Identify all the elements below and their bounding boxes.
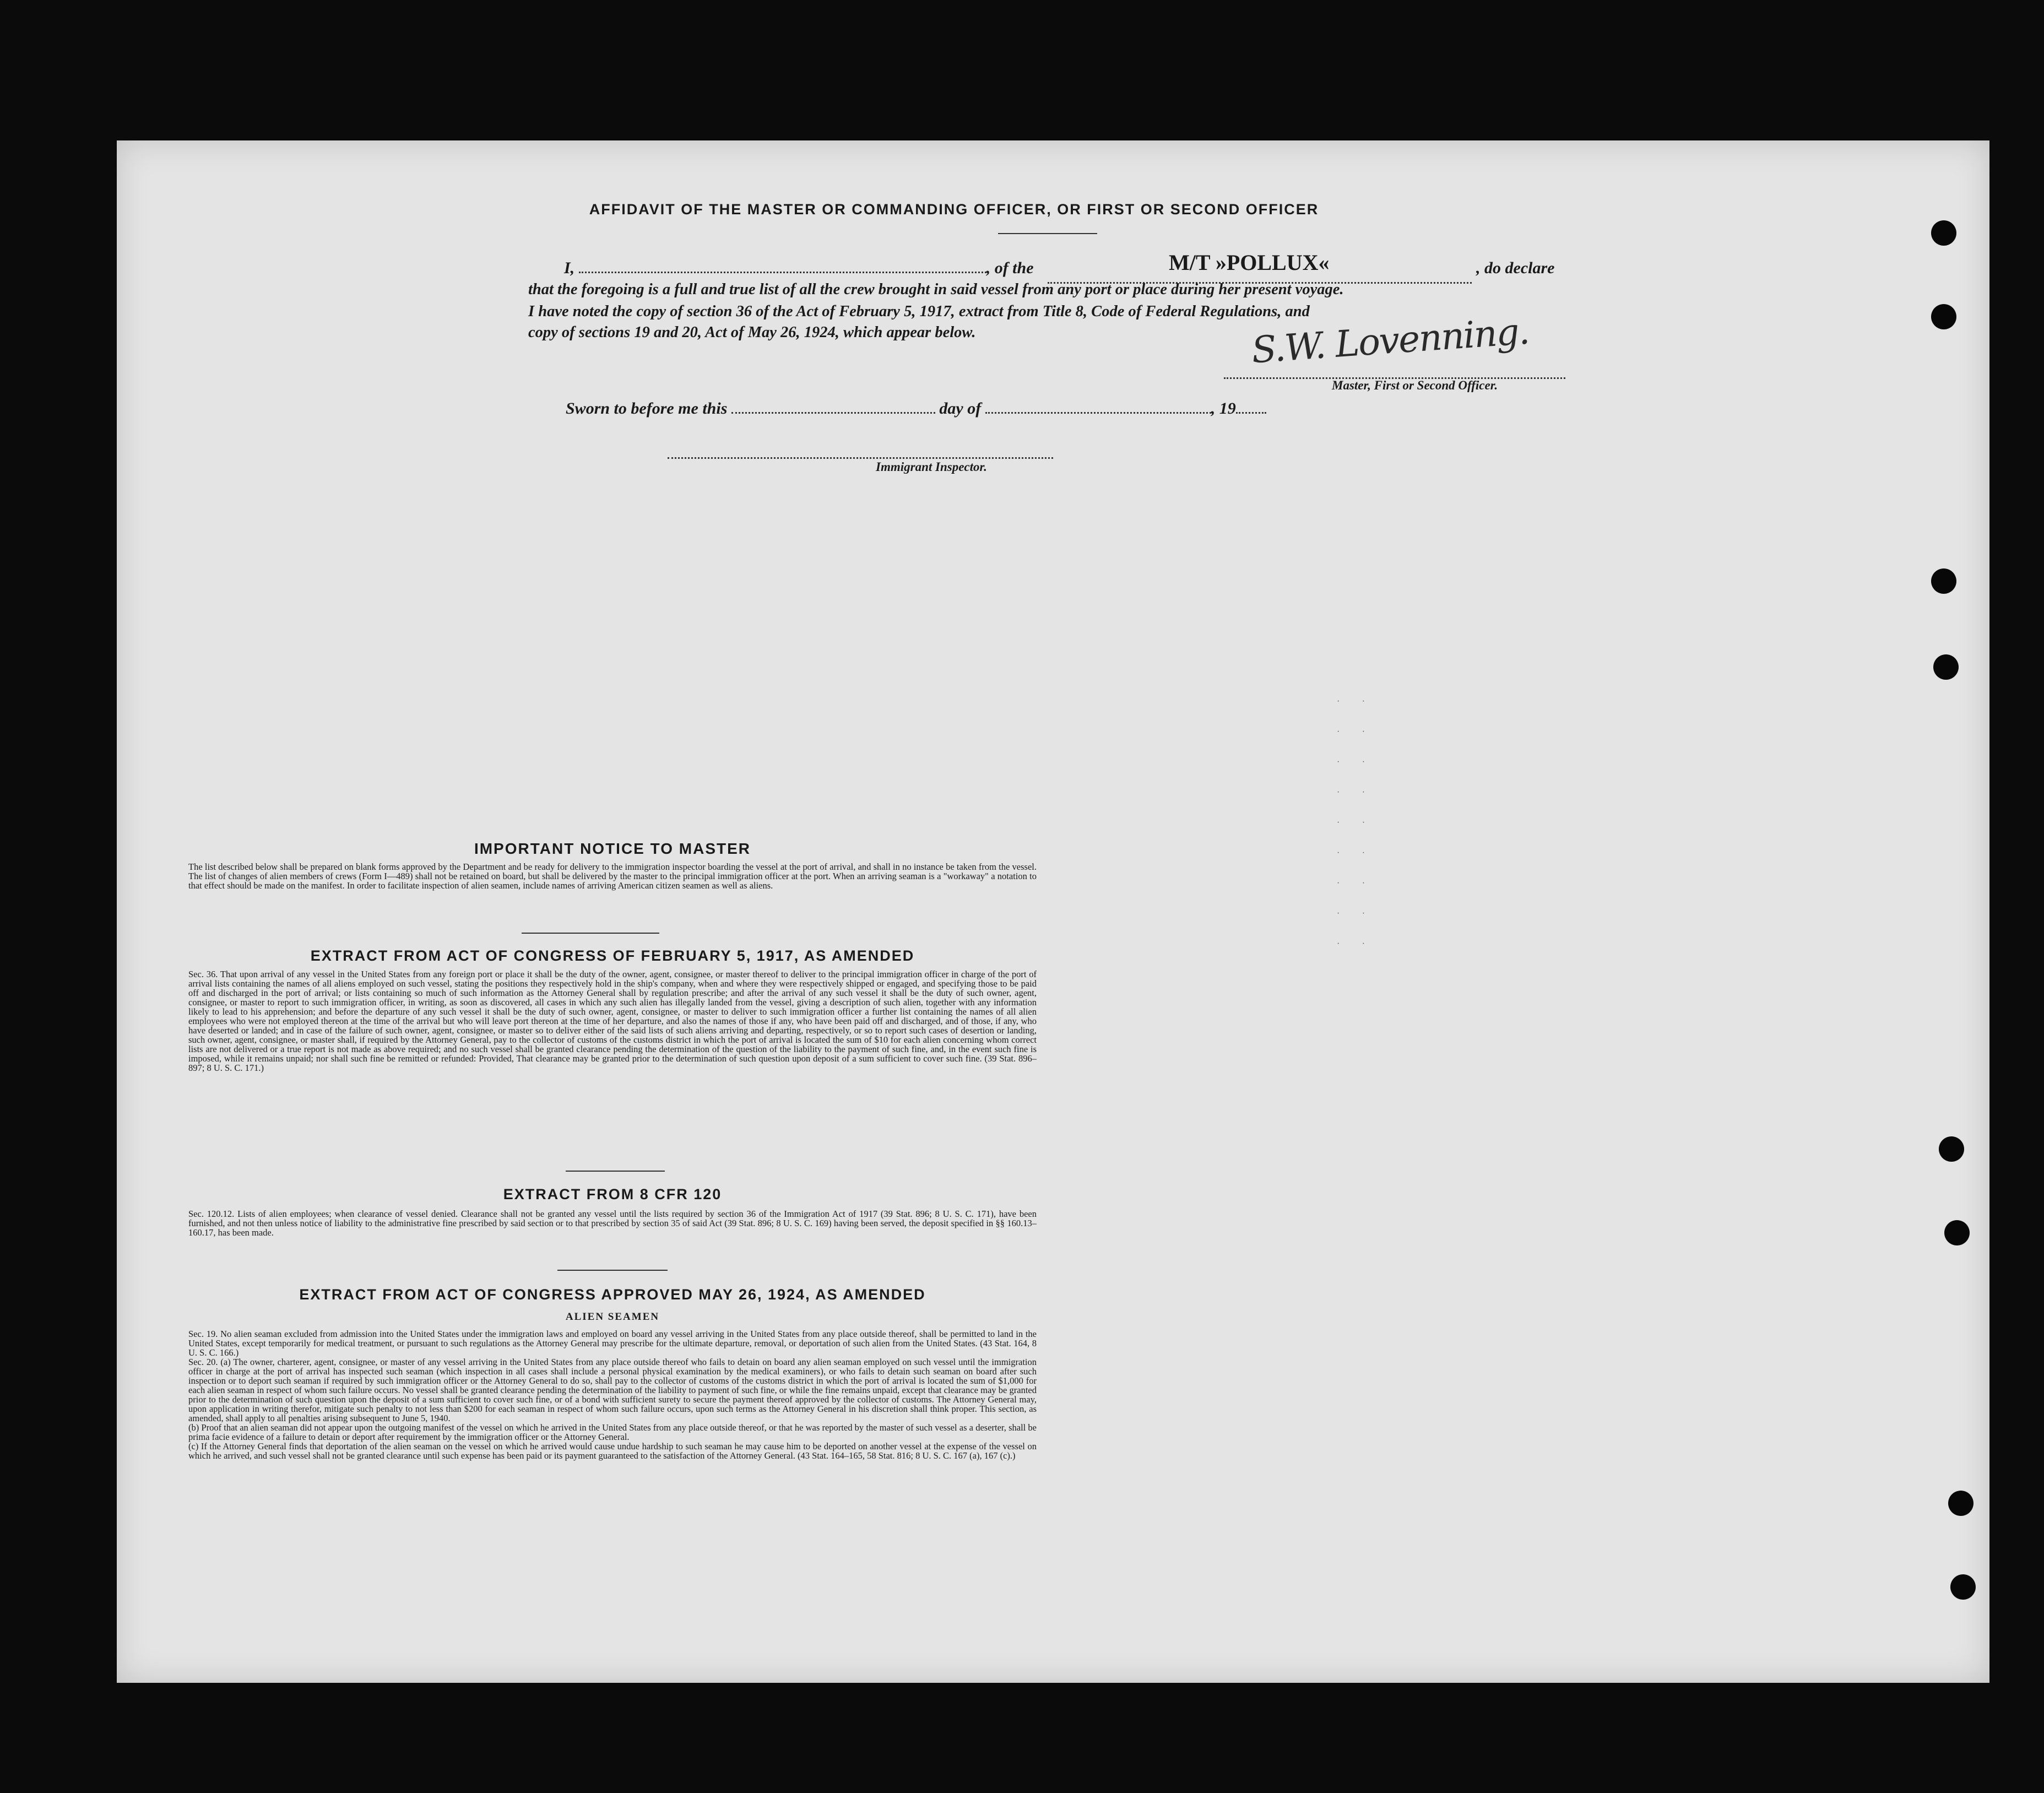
name-blank xyxy=(579,272,986,273)
inspector-caption: Immigrant Inspector. xyxy=(876,460,987,474)
binder-hole xyxy=(1931,304,1956,329)
sec-20b-text: (b) Proof that an alien seaman did not appear upon the outgoing manifest of the vessel on which he arrived in the United States from any place outside thereof, or that he was reported by the master of such vessel as a deserter, shall be prima facie evidence of a failure to detain or deport after requirement by the immigration officer or the Attorney General. xyxy=(188,1422,1037,1442)
sworn-date-blank xyxy=(731,412,935,414)
sec-19-text: Sec. 19. No alien seaman excluded from admission into the United States under the immigration laws and employed on board any vessel arriving in the United States from any place outside thereof, shall be permitted to land in the United States, except temporarily for medical treatment, or pursuant to such regulations as the Attorney General may prescribe for the ultimate departure, removal, or deportation of such alien from the United States. (43 Stat. 164, 8 U. S. C. 166.) xyxy=(188,1329,1037,1358)
signature: S.W. Lovenning. xyxy=(1250,310,1530,372)
affidavit-do-declare: , do declare xyxy=(1476,259,1555,277)
extract-1917-title: EXTRACT FROM ACT OF CONGRESS OF FEBRUARY 5, 1917, AS AMENDED xyxy=(310,947,915,964)
extract-1917-text: Sec. 36. That upon arrival of any vessel in the United States from any foreign port or place it shall be the duty of the owner, agent, consignee, or master thereof to deliver to the principal immigration officer in charge of the port of arrival lists containing the names of all aliens employed on such vessel, stating the positions they respectively hold in the ship's company, when and where they were respectively shipped or engaged, and specifying those to be paid off and discharged in the port of arrival; or lists containing so much of such information as the Attorney General shall by regulation prescribe; and after the arrival of any such vessel it shall be the duty of such owner, agent, consignee, or master to report to such immigration officer, in writing, as soon as discovered, all cases in which any such alien has illegally landed from the vessel, giving a description of such alien, together with any information likely to lead to his apprehension; and before the departure of any such vessel it shall be the duty of such owner, agent, consignee, or master to deliver to such immigration officer a further list containing the names of all alien employees who were not employed thereon at the time of the arrival but who will leave port thereon at the time of her departure, and also the names of those if any, who have been paid off and discharged, and of those, if any, who have deserted or landed; and in case of the failure of such owner, agent, consignee, or master so to deliver either of the said lists of such aliens arriving and departing, respectively, or so to report such cases of desertion or landing, such owner, agent, consignee, or master shall, if required by the Attorney General, pay to the collector of customs of the customs district in which the port of arrival is located the sum of $10 for each alien concerning whom correct lists are not delivered or a true report is not made as above required; and no such vessel shall be granted clearance pending the determination of the question of the liability to the payment of such fine, and, in the event such fine is imposed, while it remains unpaid; nor shall such fine be remitted or refunded: Provided, That clearance may be granted prior to the determination of such question upon deposit of a sum sufficient to cover such fine. (39 Stat. 896–897; 8 U. S. C. 171.) xyxy=(188,969,1037,1073)
sworn-prefix: Sworn to before me this xyxy=(566,399,728,418)
sec-20c-text: (c) If the Attorney General finds that deportation of the alien seaman on the vessel on which he arrived would cause undue hardship to such seaman he may cause him to be deported on another vessel at the expense of the vessel on which he arrived, and such vessel shall not be granted clearance until such expense has been paid or its payment guaranteed to the satisfaction of the Attorney General. (43 Stat. 164–165, 58 Stat. 816; 8 U. S. C. 167 (a), 167 (c).) xyxy=(188,1441,1037,1461)
extract-1924-body xyxy=(188,1329,1037,1460)
sworn-month-blank xyxy=(985,412,1211,414)
affidavit-line-4: copy of sections 19 and 20, Act of May 26, 1924, which appear below. xyxy=(528,324,976,341)
affidavit-line-3: I have noted the copy of section 36 of the Act of February 5, 1917, extract from Title 8, Code of Federal Regulations, and xyxy=(528,303,1310,320)
title-divider xyxy=(998,233,1097,234)
binder-hole xyxy=(1933,654,1959,680)
faint-marks: · · · · · · · · · · · · · · · · · · xyxy=(1337,696,1375,948)
sworn-line xyxy=(566,399,1266,418)
binder-hole xyxy=(1950,1574,1976,1600)
inspector-line xyxy=(668,452,1053,462)
binder-hole xyxy=(1939,1136,1964,1162)
sec-20a-text: Sec. 20. (a) The owner, charterer, agent, consignee, or master of any vessel arriving in the United States from any place outside thereof who fails to detain on board any alien seaman employed on such vessel until the immigration officer in charge at the port of arrival has inspected such seaman (which inspection in all cases shall include a personal physical examination by the medical examiners), or who fails to detain such seaman on board after such inspection or to deport such seaman if required by such immigration officer or the Attorney General to do so, shall pay to the collector of customs of the customs district in which the port of arrival is located the sum of $1,000 for each alien seaman in respect of whom such failure occurs. No vessel shall be granted clearance pending the determination of the liability to payment of such fine, or while the fine remains unpaid, except that clearance may be granted prior to the determination of such question upon the deposit of a sum sufficient to cover such fine, or of a bond with sufficient surety to secure the payment thereof approved by the collector of customs. The Attorney General may, upon application in writing therefor, mitigate such penalty to not less than $200 for each seaman in respect of whom such failure occurs, upon such terms as the Attorney General in his discretion shall think proper. This section, as amended, shall apply to all penalties arising subsequent to June 5, 1940. xyxy=(188,1357,1037,1423)
binder-hole xyxy=(1948,1491,1973,1516)
extract-cfr-divider xyxy=(557,1270,668,1271)
affidavit-line-1 xyxy=(564,259,1034,278)
extract-1924-subtitle: ALIEN SEAMEN xyxy=(565,1311,660,1323)
binder-hole xyxy=(1944,1220,1970,1245)
affidavit-of-the: , of the xyxy=(986,259,1034,277)
sworn-year: , 19 xyxy=(1211,399,1236,418)
document-page xyxy=(117,140,1989,1683)
binder-hole xyxy=(1931,220,1956,246)
notice-text: The list described below shall be prepared on blank forms approved by the Department and be ready for delivery to the immigration inspector boarding the vessel at the port of arrival, and shall in no instance be taken from the vessel. The list of changes of alien members of crews (Form I—489) shall not be retained on board, but shall be delivered by the master to the principal immigration officer at the port. When an arriving seaman is a "workaway" a notation to that effect should be made on the manifest. In order to facilitate inspection of alien seamen, include names of arriving American citizen seamen as well as aliens. xyxy=(188,862,1037,891)
extract-cfr-title: EXTRACT FROM 8 CFR 120 xyxy=(503,1186,722,1202)
binder-hole xyxy=(1931,568,1956,594)
notice-title: IMPORTANT NOTICE TO MASTER xyxy=(474,840,751,857)
signature-caption: Master, First or Second Officer. xyxy=(1332,378,1498,392)
extract-cfr-text: Sec. 120.12. Lists of alien employees; when clearance of vessel denied. Clearance shall not be granted any vessel until the lists required by section 36 of the Immigration Act of 1917 (39 Stat. 896; 8 U. S. C. 171), have been furnished, and not then unless notice of liability to the administrative fine prescribed by said section or to that prescribed by section 35 of said Act (39 Stat. 896; 8 U. S. C. 169) having been served, the deposit specified in §§ 160.13–160.17, has been made. xyxy=(188,1209,1037,1238)
affidavit-line-2: that the foregoing is a full and true list of all the crew brought in said vessel from any port or place during her present voyage. xyxy=(528,281,1344,298)
sworn-year-blank xyxy=(1236,412,1266,414)
extract-1924-title: EXTRACT FROM ACT OF CONGRESS APPROVED MAY 26, 1924, AS AMENDED xyxy=(299,1286,926,1303)
vessel-name: M/T »POLLUX« xyxy=(1169,250,1330,275)
extract-1917-divider xyxy=(566,1171,665,1172)
notice-divider xyxy=(522,933,659,934)
sworn-day-of: day of xyxy=(939,399,982,418)
affidavit-i: I, xyxy=(564,259,575,277)
affidavit-title: AFFIDAVIT OF THE MASTER OR COMMANDING OFFICER, OR FIRST OR SECOND OFFICER xyxy=(589,201,1319,218)
